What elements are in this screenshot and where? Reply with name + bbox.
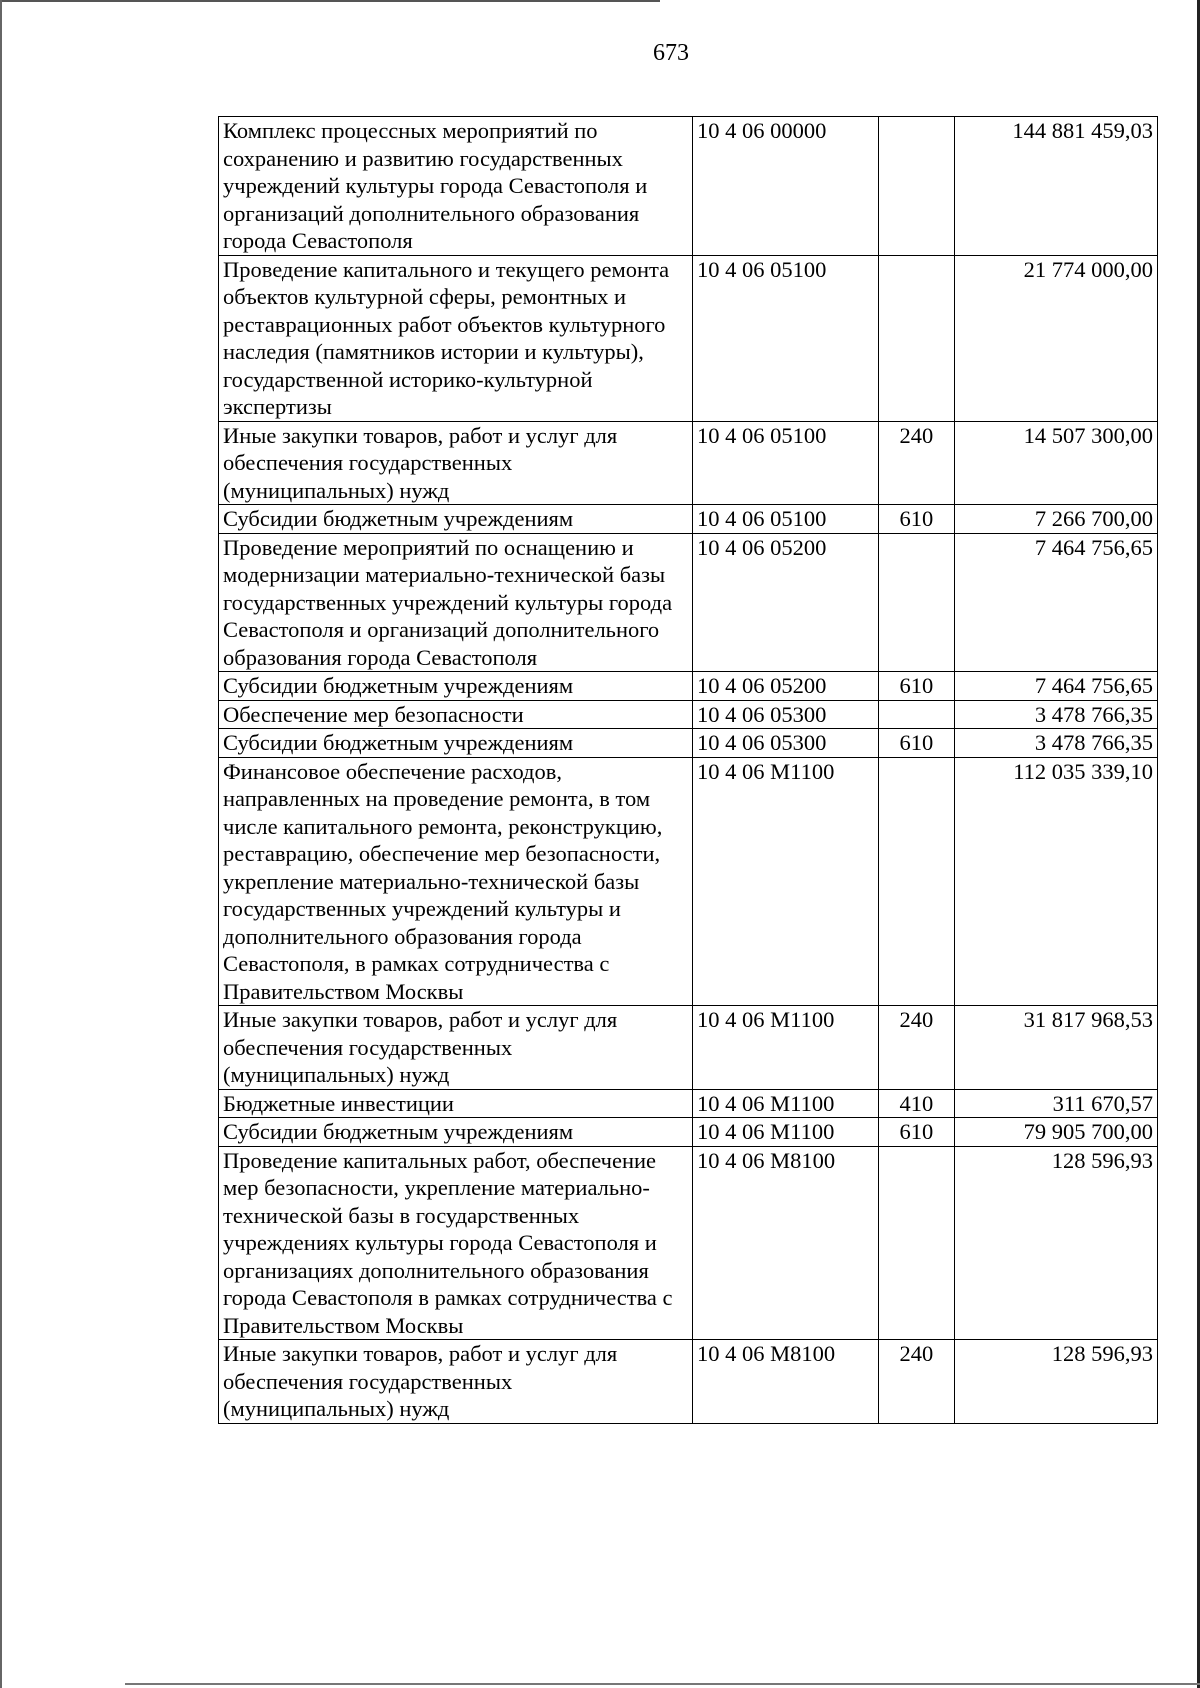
row-expense-type — [879, 117, 955, 256]
scan-edge-bottom — [125, 1683, 1200, 1685]
row-name: Обеспечение мер безопасности — [219, 700, 693, 729]
row-code: 10 4 06 00000 — [693, 117, 879, 256]
table-row — [219, 117, 1158, 256]
row-amount: 128 596,93 — [954, 1340, 1157, 1424]
table-row — [219, 1089, 1158, 1118]
row-amount: 7 266 700,00 — [954, 505, 1157, 534]
row-amount: 7 464 756,65 — [954, 672, 1157, 701]
row-amount: 7 464 756,65 — [954, 533, 1157, 672]
table-row — [219, 421, 1158, 505]
row-amount: 31 817 968,53 — [954, 1006, 1157, 1090]
row-expense-type: 610 — [879, 729, 955, 758]
row-expense-type: 240 — [879, 1340, 955, 1424]
row-name: Иные закупки товаров, работ и услуг для обеспечения государственных (муниципальных) нужд — [219, 1340, 693, 1424]
row-name: Проведение капитального и текущего ремонта объектов культурной сферы, ремонтных и реставрационных работ объектов культурного наследия (памятников истории и культуры), государственной историко-культурной экспертизы — [219, 255, 693, 421]
row-code: 10 4 06 М1100 — [693, 1006, 879, 1090]
row-code: 10 4 06 М8100 — [693, 1340, 879, 1424]
row-amount: 311 670,57 — [954, 1089, 1157, 1118]
row-expense-type: 240 — [879, 421, 955, 505]
row-expense-type: 240 — [879, 1006, 955, 1090]
row-code: 10 4 06 М1100 — [693, 1089, 879, 1118]
table-row — [219, 1146, 1158, 1340]
scan-edge-top — [0, 0, 660, 2]
row-expense-type: 410 — [879, 1089, 955, 1118]
row-expense-type — [879, 700, 955, 729]
table-row — [219, 672, 1158, 701]
row-amount: 3 478 766,35 — [954, 729, 1157, 758]
row-expense-type — [879, 1146, 955, 1340]
table-row — [219, 505, 1158, 534]
table-row — [219, 1118, 1158, 1147]
row-code: 10 4 06 М1100 — [693, 757, 879, 1006]
row-amount: 14 507 300,00 — [954, 421, 1157, 505]
row-code: 10 4 06 05200 — [693, 672, 879, 701]
row-name: Субсидии бюджетным учреждениям — [219, 505, 693, 534]
table-row — [219, 255, 1158, 421]
row-amount: 144 881 459,03 — [954, 117, 1157, 256]
row-expense-type — [879, 757, 955, 1006]
row-code: 10 4 06 М1100 — [693, 1118, 879, 1147]
table-row — [219, 700, 1158, 729]
scan-edge-left — [0, 0, 2, 1688]
row-name: Проведение мероприятий по оснащению и модернизации материально-технической базы государственных учреждений культуры города Севастополя и организаций дополнительного образования города Севастополя — [219, 533, 693, 672]
row-code: 10 4 06 05100 — [693, 505, 879, 534]
row-name: Бюджетные инвестиции — [219, 1089, 693, 1118]
page-number: 673 — [653, 40, 689, 66]
row-code: 10 4 06 05200 — [693, 533, 879, 672]
table-row — [219, 1340, 1158, 1424]
row-amount: 21 774 000,00 — [954, 255, 1157, 421]
row-name: Финансовое обеспечение расходов, направленных на проведение ремонта, в том числе капитального ремонта, реконструкцию, реставрацию, обеспечение мер безопасности, укрепление материально-технической базы государственных учреждений культуры и дополнительного образования города Севастополя, в рамках сотрудничества с Правительством Москвы — [219, 757, 693, 1006]
budget-table-body — [219, 117, 1158, 1424]
row-expense-type: 610 — [879, 505, 955, 534]
row-code: 10 4 06 05300 — [693, 700, 879, 729]
row-amount: 128 596,93 — [954, 1146, 1157, 1340]
table-row — [219, 729, 1158, 758]
row-code: 10 4 06 М8100 — [693, 1146, 879, 1340]
row-code: 10 4 06 05100 — [693, 255, 879, 421]
row-amount: 112 035 339,10 — [954, 757, 1157, 1006]
row-name: Субсидии бюджетным учреждениям — [219, 1118, 693, 1147]
row-code: 10 4 06 05300 — [693, 729, 879, 758]
row-amount: 79 905 700,00 — [954, 1118, 1157, 1147]
row-code: 10 4 06 05100 — [693, 421, 879, 505]
row-name: Субсидии бюджетным учреждениям — [219, 729, 693, 758]
table-row — [219, 1006, 1158, 1090]
row-name: Иные закупки товаров, работ и услуг для обеспечения государственных (муниципальных) нужд — [219, 1006, 693, 1090]
row-expense-type: 610 — [879, 672, 955, 701]
row-expense-type: 610 — [879, 1118, 955, 1147]
row-name: Иные закупки товаров, работ и услуг для обеспечения государственных (муниципальных) нужд — [219, 421, 693, 505]
row-name: Комплекс процессных мероприятий по сохранению и развитию государственных учреждений культуры города Севастополя и организаций дополнительного образования города Севастополя — [219, 117, 693, 256]
table-row — [219, 533, 1158, 672]
row-name: Проведение капитальных работ, обеспечение мер безопасности, укрепление материально-технической базы в государственных учреждениях культуры города Севастополя и организациях дополнительного образования города Севастополя в рамках сотрудничества с Правительством Москвы — [219, 1146, 693, 1340]
table-row — [219, 757, 1158, 1006]
row-expense-type — [879, 533, 955, 672]
budget-table — [218, 116, 1158, 1424]
row-name: Субсидии бюджетным учреждениям — [219, 672, 693, 701]
row-amount: 3 478 766,35 — [954, 700, 1157, 729]
row-expense-type — [879, 255, 955, 421]
